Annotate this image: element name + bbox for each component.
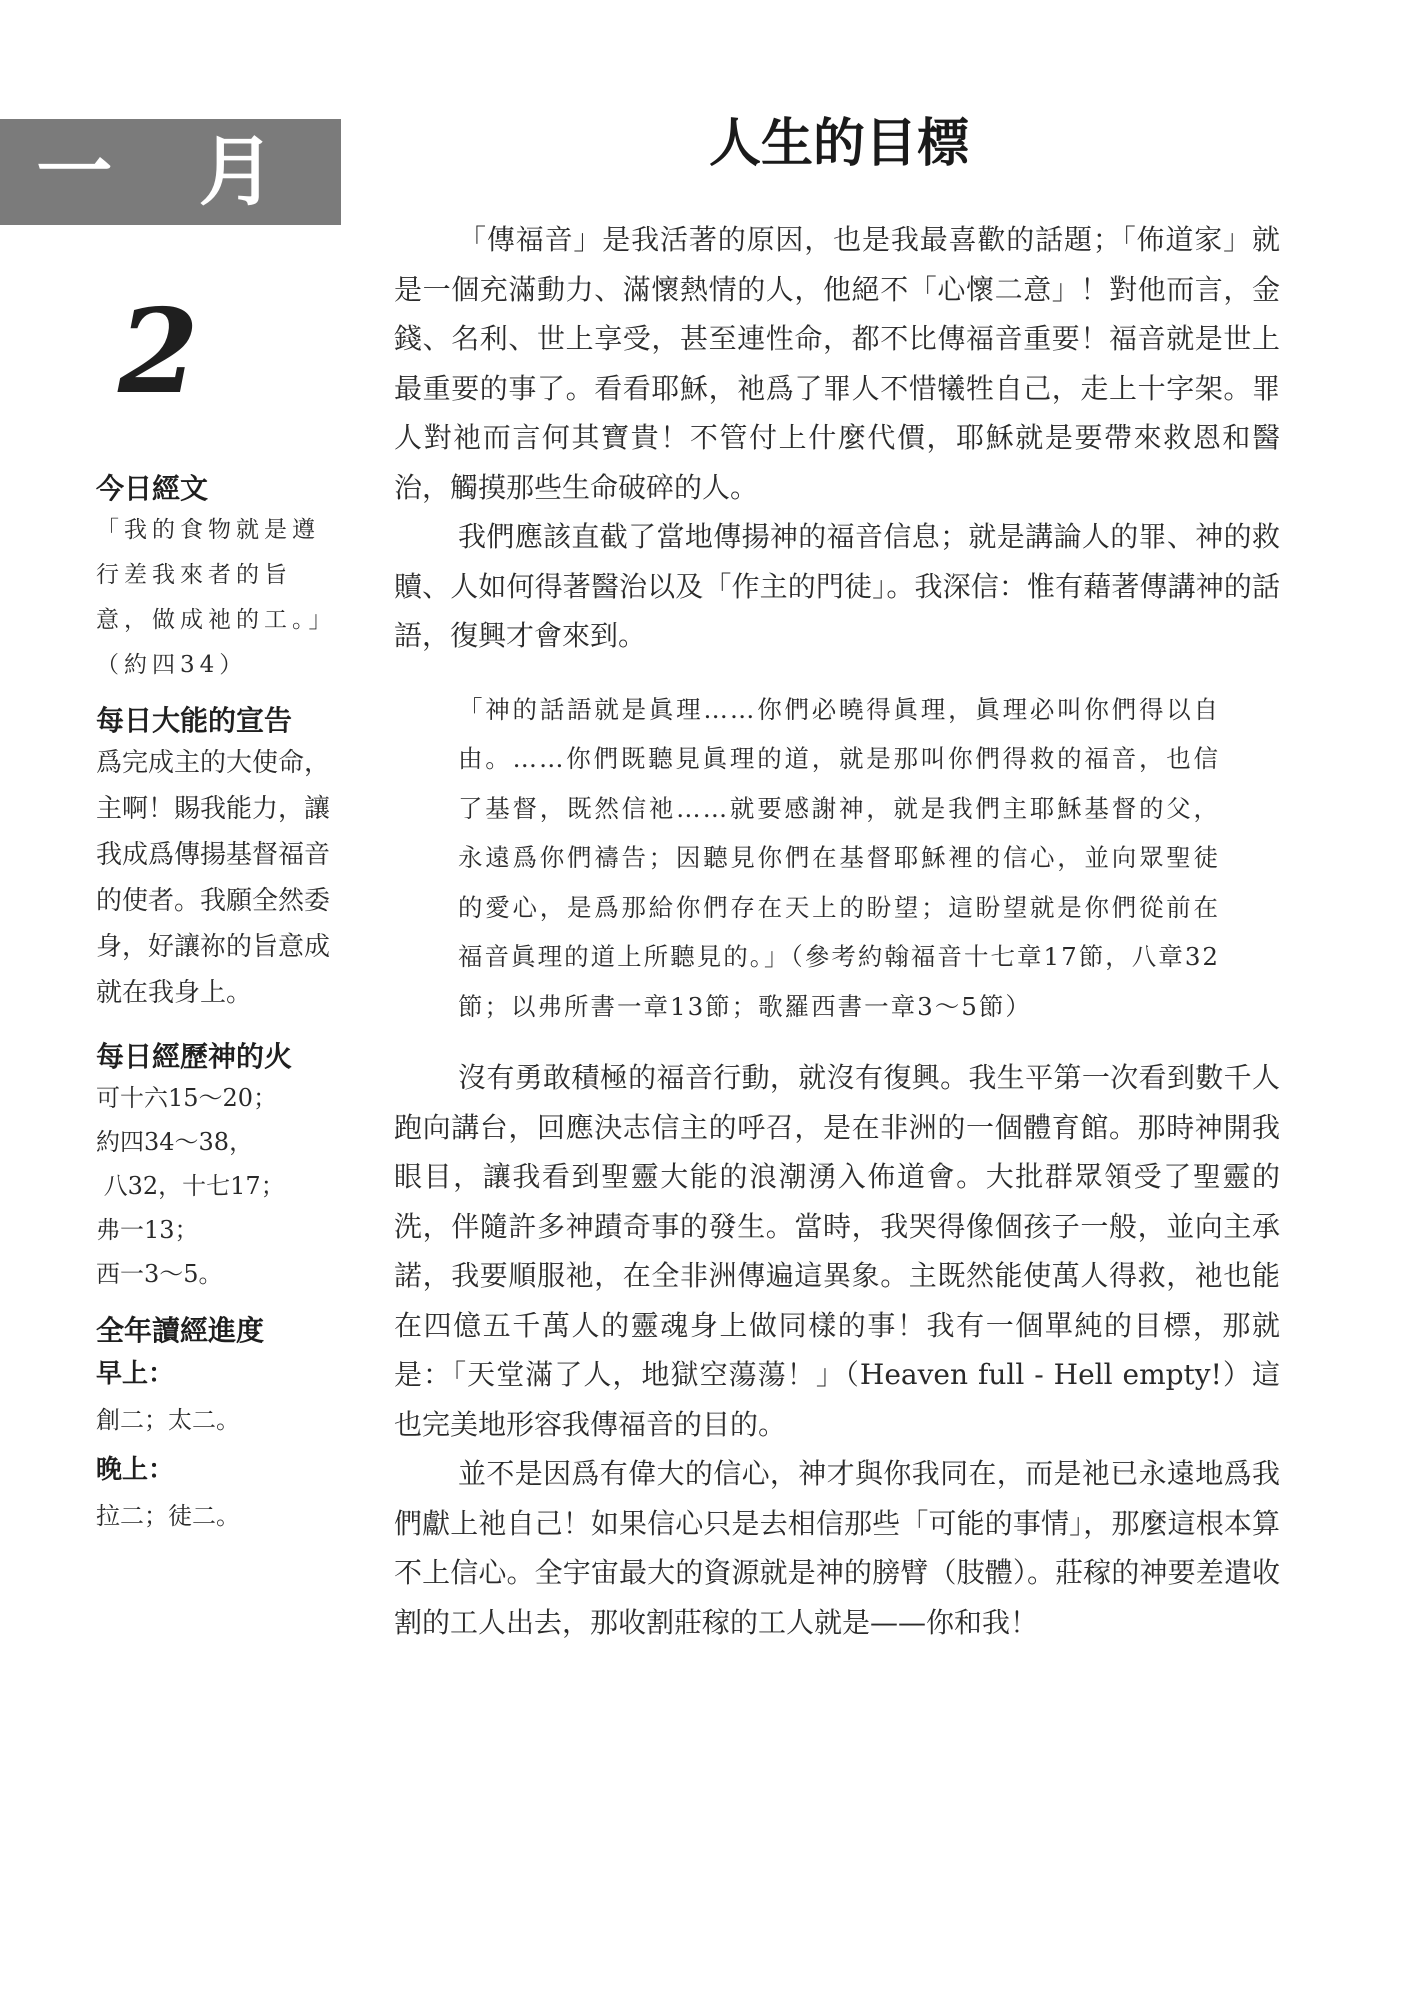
fire-heading: 每日經歷神的火 <box>96 1040 293 1073</box>
fire-refs: 可十六15～20； 約四34～38， 八32，十七17； 弗一13； 西一3～5。 <box>96 1084 285 1288</box>
day-number: 2 <box>118 284 199 420</box>
article-title: 人生的目標 <box>708 114 969 174</box>
declaration-heading: 每日大能的宣告 <box>96 704 293 737</box>
evening-label: 晚上： <box>96 1455 175 1485</box>
verse-text: 「我的食物就是遵行差我來者的旨意，做成祂的工。」（約四34） <box>96 517 337 678</box>
paragraph: 我們應該直截了當地傳揚神的福音信息；就是講論人的罪、神的救贖、人如何得著醫治以及「作主的門徒」。我深信：惟有藉著傳講神的話語，復興才會來到。 <box>394 520 1280 652</box>
paragraph: 並不是因爲有偉大的信心，神才與你我同在，而是祂已永遠地爲我們獻上祂自己！如果信心只是去相信那些「可能的事情」，那麼這根本算不上信心。全宇宙最大的資源就是神的膀臂（肢體）。莊稼的神要差遣收割的工人出去，那收割莊稼的工人就是——你和我！ <box>394 1457 1280 1639</box>
verse-heading: 今日經文 <box>96 472 209 505</box>
morning-text: 創二；太二。 <box>96 1406 240 1434</box>
reading-heading: 全年讀經進度 <box>96 1314 265 1347</box>
month-banner: 一 月 <box>0 119 341 225</box>
paragraph: 沒有勇敢積極的福音行動，就沒有復興。我生平第一次看到數千人跑向講台，回應決志信主的呼召，是在非洲的一個體育館。那時神開我眼目，讓我看到聖靈大能的浪潮湧入佈道會。大批群眾領受了聖靈的洗，伴隨許多神蹟奇事的發生。當時，我哭得像個孩子一般，並向主承諾，我要順服祂，在全非洲傳遍這異象。主既然能使萬人得救，祂也能在四億五千萬人的靈魂身上做同樣的事！我有一個單純的目標，那就是：「天堂滿了人，地獄空蕩蕩！」（Heaven full - Hell empty!）這也完美地形容我傳福音的目的。 <box>394 1061 1280 1441</box>
morning-label: 早上： <box>96 1359 175 1389</box>
paragraph: 「傳福音」是我活著的原因，也是我最喜歡的話題；「佈道家」就是一個充滿動力、滿懷熱情的人，他絕不「心懷二意」！對他而言，金錢、名利、世上享受，甚至連性命，都不比傳福音重要！福音就是世上最重要的事了。看看耶穌，祂爲了罪人不惜犧牲自己，走上十字架。罪人對祂而言何其寶貴！不管付上什麼代價，耶穌就是要帶來救恩和醫治，觸摸那些生命破碎的人。 <box>394 223 1280 504</box>
sidebar <box>96 470 346 1538</box>
scripture-quote: 「神的話語就是眞理……你們必曉得眞理，眞理必叫你們得以自由。……你們既聽見眞理的道，就是那叫你們得救的福音，也信了基督，既然信祂……就要感謝神，就是我們主耶穌基督的父，永遠爲你們禱告；因聽見你們在基督耶穌裡的信心，並向眾聖徒的愛心，是爲那給你們存在天上的盼望；這盼望就是你們從前在福音眞理的道上所聽見的。」（參考約翰福音十七章17節，八章32節；以弗所書一章13節；歌羅西書一章3～5節） <box>458 694 1220 1021</box>
declaration-text: 爲完成主的大使命，主啊！賜我能力，讓我成爲傳揚基督福音的使者。我願全然委身，好讓祢的旨意成就在我身上。 <box>96 748 331 1008</box>
evening-text: 拉二；徒二。 <box>96 1502 240 1530</box>
article-body <box>394 215 1280 1647</box>
